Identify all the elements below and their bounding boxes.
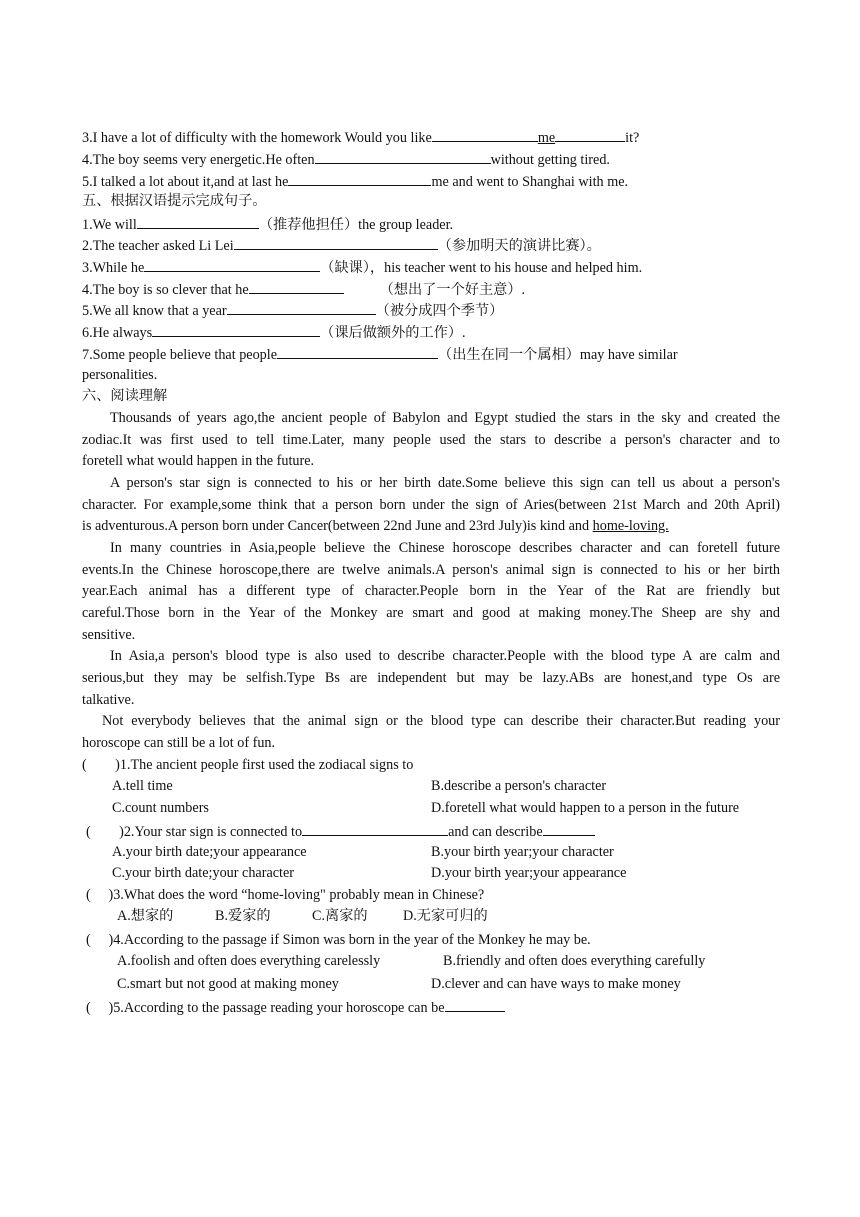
blank-item-3 <box>82 127 780 147</box>
paragraph-5-line: Not everybody believes that the animal sign or the blood type can describe their character.But reading your <box>102 713 780 729</box>
paragraph-text: is adventurous.A person born under Cancer(between 22nd June and 23rd July)is kind and <box>82 518 590 534</box>
item-text: may have similar <box>579 347 678 363</box>
paragraph-2-line: character. For example,some think that a person born under the sign of Aries(between 21st March and 20th April) <box>82 497 780 513</box>
paragraph-3-line: sensitive. <box>82 627 136 643</box>
paragraph-4-line: In Asia,a person's blood type is also used to describe character.People with the blood type A are calm and <box>110 648 780 664</box>
question-3 <box>86 886 784 904</box>
item-text: it? <box>625 130 640 146</box>
item-text: 3.I have a lot of difficulty with the homework Would you like <box>82 130 432 146</box>
item-text: 5.We all know that a year <box>82 303 227 319</box>
item-text: 4.The boy is so clever that he <box>82 282 249 298</box>
answer-paren: ( ) <box>86 824 124 840</box>
blank-item-5 <box>82 171 780 191</box>
item-text: 3.While he <box>82 260 145 276</box>
paragraph-3-line: events.In the Chinese horoscope,there are twelve animals.A person's animal sign is connected to his or her birth <box>82 562 780 578</box>
question-4 <box>86 931 784 949</box>
answer-paren: ( ) <box>86 887 114 903</box>
item-text: 1.We will <box>82 217 137 233</box>
item-text: 5.I talked a lot about it,and at last he <box>82 174 289 190</box>
paragraph-2-line <box>82 517 780 535</box>
question-5 <box>86 997 784 1017</box>
chinese-hint: （课后做额外的工作）. <box>320 325 466 341</box>
option: B.friendly and often does everything carefully <box>443 953 706 969</box>
item-text: me and went to Shanghai with me. <box>431 174 629 190</box>
option: D.your birth year;your appearance <box>431 865 627 881</box>
answer-paren: ( ) <box>86 932 114 948</box>
section-5-item-7 <box>82 344 780 364</box>
blank-item-4 <box>82 149 780 169</box>
item-text: his teacher went to his house and helped him. <box>384 260 643 276</box>
item-text: without getting tired. <box>490 152 610 168</box>
paragraph-3-line: In many countries in Asia,people believe the Chinese horoscope describes character and can foretell future <box>110 540 780 556</box>
section-5-item-1 <box>82 214 780 234</box>
option: A.tell time <box>112 778 173 794</box>
chinese-hint: （被分成四个季节） <box>375 303 504 319</box>
option: C.smart but not good at making money <box>117 976 339 992</box>
option: D.foretell what would happen to a person in the future <box>431 800 740 816</box>
question-2 <box>86 821 784 841</box>
option: D.无家可归的 <box>403 908 488 924</box>
option: C.your birth date;your character <box>112 865 294 881</box>
option: C.离家的 <box>312 908 368 924</box>
chinese-hint: （参加明天的演讲比赛）。 <box>437 238 601 254</box>
paragraph-1-line: Thousands of years ago,the ancient people of Babylon and Egypt studied the stars in the sky and created the <box>110 410 780 426</box>
answer-paren: ( ) <box>82 757 120 773</box>
paragraph-4-line: serious,but they may be selfish.Type Bs are independent but may be lazy.ABs are honest,and type Os are <box>82 670 780 686</box>
option: B.爱家的 <box>215 908 271 924</box>
paragraph-3-line: careful.Those born in the Year of the Monkey are smart and good at making money.The Sheep are shy and <box>82 605 780 621</box>
section-5-item-5 <box>82 300 780 320</box>
question-stem: 5.According to the passage reading your horoscope can be <box>113 1000 445 1016</box>
item-text: the group leader. <box>358 217 454 233</box>
question-1 <box>82 756 780 774</box>
option: B.describe a person's character <box>431 778 607 794</box>
item-text: 2.The teacher asked Li Lei <box>82 238 234 254</box>
question-stem: 2.Your star sign is connected to <box>123 824 303 840</box>
question-stem: and can describe <box>448 824 543 840</box>
option: C.count numbers <box>112 800 209 816</box>
option: A.想家的 <box>117 908 174 924</box>
paragraph-4-line: talkative. <box>82 692 135 708</box>
item-text: 7.Some people believe that people <box>82 347 278 363</box>
underlined-word-home-loving: home-loving. <box>592 518 669 534</box>
underlined-word: me <box>537 130 556 146</box>
section-5-item-4 <box>82 279 780 299</box>
section-6-title: 六、阅读理解 <box>82 388 168 404</box>
section-5-item-7-cont: personalities. <box>82 367 158 383</box>
question-stem: 4.According to the passage if Simon was born in the year of the Monkey he may be. <box>113 932 591 948</box>
paragraph-5-line: horoscope can still be a lot of fun. <box>82 735 276 751</box>
section-5-title: 五、根据汉语提示完成句子。 <box>82 193 267 209</box>
item-text: 4.The boy seems very energetic.He often <box>82 152 315 168</box>
option: D.clever and can have ways to make money <box>431 976 681 992</box>
answer-paren: ( ) <box>86 1000 114 1016</box>
chinese-hint: （出生在同一个属相） <box>438 347 580 363</box>
question-stem: 3.What does the word “home-loving" probably mean in Chinese? <box>113 887 485 903</box>
section-5-item-2 <box>82 235 780 255</box>
option: B.your birth year;your character <box>431 844 614 860</box>
paragraph-2-line: A person's star sign is connected to his or her birth date.Some believe this sign can tell us about a person's <box>110 475 780 491</box>
section-5-item-3 <box>82 257 780 277</box>
option: A.your birth date;your appearance <box>112 844 307 860</box>
paragraph-1-line: zodiac.It was first used to tell time.Later, many people used the stars to describe a person's character and to <box>82 432 780 448</box>
chinese-hint: （缺课）， <box>320 260 385 276</box>
section-5-item-6 <box>82 322 780 342</box>
chinese-hint: （想出了一个好主意）. <box>379 282 526 298</box>
question-stem: 1.The ancient people first used the zodiacal signs to <box>119 757 414 773</box>
paragraph-3-line: year.Each animal has a different type of character.People born in the Year of the Rat are friendly but <box>82 583 780 599</box>
item-text: 6.He always <box>82 325 153 341</box>
paragraph-1-line: foretell what would happen in the future. <box>82 453 315 469</box>
option: A.foolish and often does everything carelessly <box>117 953 381 969</box>
chinese-hint: （推荐他担任） <box>258 217 359 233</box>
